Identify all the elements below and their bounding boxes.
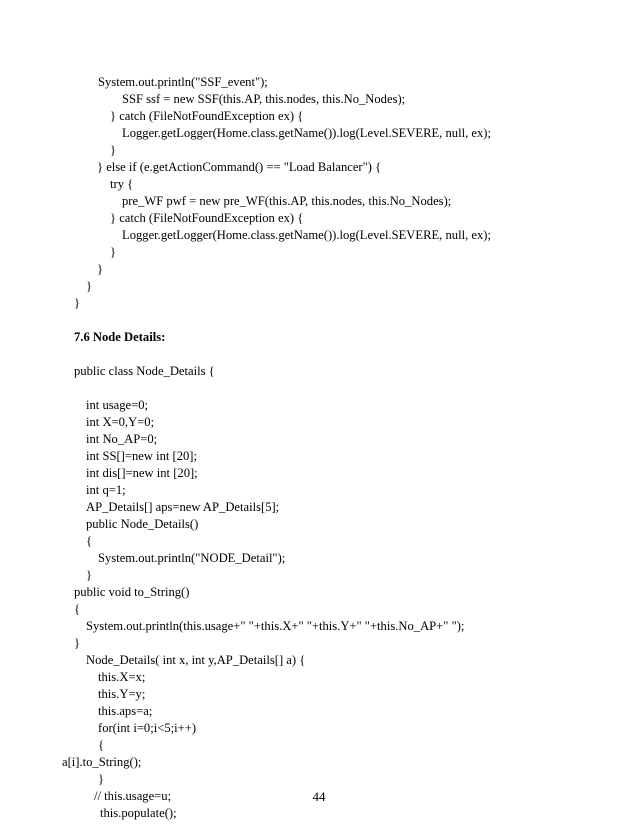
code-line: Logger.getLogger(Home.class.getName()).log(Level.SEVERE, null, ex);	[122, 228, 491, 242]
code-line: // this.usage=u;	[94, 789, 172, 803]
code-line: public class Node_Details {	[74, 364, 215, 378]
code-line: }	[97, 262, 104, 276]
code-line: AP_Details[] aps=new AP_Details[5];	[86, 500, 280, 514]
code-line: int q=1;	[86, 483, 126, 497]
code-line: }	[86, 279, 93, 293]
code-line: {	[74, 602, 81, 616]
code-line: for(int i=0;i<5;i++)	[98, 721, 197, 735]
code-line: } else if (e.getActionCommand() == "Load Balancer") {	[97, 160, 382, 174]
code-line: public void to_String()	[74, 585, 190, 599]
code-line: this.aps=a;	[98, 704, 153, 718]
code-line: int No_AP=0;	[86, 432, 158, 446]
code-line: }	[74, 296, 81, 310]
code-line: int X=0,Y=0;	[86, 415, 155, 429]
code-line: } catch (FileNotFoundException ex) {	[110, 109, 304, 123]
code-line: a[i].to_String();	[62, 755, 142, 769]
code-line: int dis[]=new int [20];	[86, 466, 198, 480]
code-line: System.out.println("NODE_Detail");	[98, 551, 286, 565]
code-line: int usage=0;	[86, 398, 149, 412]
page-number: 44	[312, 789, 326, 804]
code-line: }	[110, 143, 117, 157]
code-line: } catch (FileNotFoundException ex) {	[110, 211, 304, 225]
code-line: try {	[110, 177, 134, 191]
code-line: System.out.println("SSF_event");	[98, 75, 268, 89]
code-line: SSF ssf = new SSF(this.AP, this.nodes, this.No_Nodes);	[122, 92, 406, 106]
code-line: this.Y=y;	[98, 687, 146, 701]
code-line: }	[74, 636, 81, 650]
code-line: System.out.println(this.usage+" "+this.X+" "+this.Y+" "+this.No_AP+" ");	[86, 619, 465, 633]
section-heading: 7.6 Node Details:	[74, 330, 166, 344]
code-line: pre_WF pwf = new pre_WF(this.AP, this.nodes, this.No_Nodes);	[122, 194, 452, 208]
code-line: {	[86, 534, 93, 548]
code-line: }	[110, 245, 117, 259]
code-line: Node_Details( int x, int y,AP_Details[] a) {	[86, 653, 306, 667]
code-line: {	[98, 738, 105, 752]
code-line: }	[98, 772, 105, 786]
code-line: int SS[]=new int [20];	[86, 449, 197, 463]
code-line: this.X=x;	[98, 670, 146, 684]
code-line: }	[86, 568, 93, 582]
code-line: this.populate();	[100, 806, 177, 820]
code-line: public Node_Details()	[86, 517, 199, 531]
code-line: Logger.getLogger(Home.class.getName()).log(Level.SEVERE, null, ex);	[122, 126, 491, 140]
